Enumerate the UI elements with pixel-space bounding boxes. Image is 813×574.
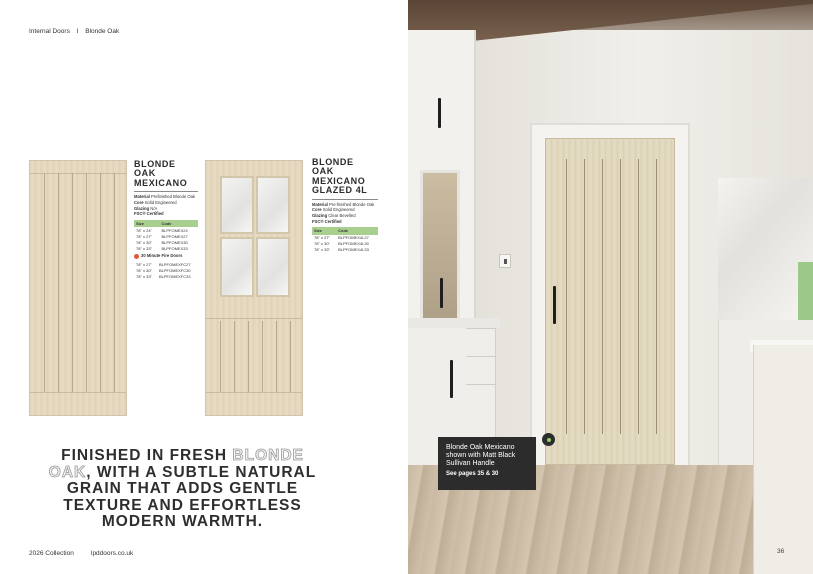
footer-collection: 2026 Collection [29,550,74,557]
spec-mexicano-glazed [312,158,378,253]
door-groove [602,159,603,434]
page-number: 36 [777,548,785,555]
size-code-table [134,220,198,251]
code-header: Code [159,220,198,227]
size-header: Size [134,220,159,227]
divider [312,199,378,200]
fire-size-code-table [134,262,198,280]
table-row: 78" x 30" BLPFOMEX4L30 [314,241,369,247]
code-header: Code [336,227,378,234]
hotspot-icon[interactable] [542,433,555,446]
size-code-table [312,227,378,252]
breadcrumb-page: Blonde Oak [85,28,120,35]
headline-text: FINISHED IN FRESH [61,447,233,464]
product-title: BLONDE OAK MEXICANO GLAZED 4L [312,157,368,196]
door-groove [620,159,621,434]
product-title: BLONDE OAK MEXICANO [134,159,188,188]
door-rail [30,392,126,393]
cabinet-handle [450,360,453,398]
green-vase [798,262,813,320]
door-groove [100,173,101,393]
fire-icon [134,254,139,259]
door-groove [220,321,221,393]
door-groove [276,321,277,393]
fire-door-label: 30 Minute Fire Doors [134,253,198,259]
table-row: 78" x 33" BLPFOMEXFC33 [136,274,191,280]
drawer [466,384,496,412]
spec-core: Core Solid Engineered [134,199,177,205]
door-groove [86,173,87,393]
breadcrumb-section[interactable]: Internal Doors [29,28,70,35]
door-groove [656,159,657,434]
table-row: 78" x 33" BLPFOMEX4L33 [314,247,369,253]
light-switch [499,254,511,268]
drawer [466,356,496,384]
caption-see-pages[interactable]: See pages 35 & 30 [446,471,499,477]
door-groove [290,321,291,393]
table-row: 78" x 27" BLPFOMEXFC27 [136,262,191,268]
spec-mexicano [134,160,198,280]
door-rail [206,392,302,393]
cabinet-handle [440,278,443,308]
spec-material: Material Pre-finished Blonde Oak [312,201,375,207]
spec-material: Material Prefinished Blonde Oak [134,194,195,200]
door-groove [262,321,263,393]
countertop [408,318,500,328]
glass-pane [256,237,290,297]
photo-caption [438,437,536,490]
spec-core: Core Solid Engineered [312,207,355,213]
door-groove [44,173,45,393]
door-groove [58,173,59,393]
headline [40,448,325,531]
door-groove [566,159,567,434]
mexicano-glazed-door-image [205,160,303,416]
lifestyle-photo [408,0,813,574]
table-row: 78" x 27" BLPFOMEX27 [136,233,188,239]
door-groove [114,173,115,393]
door-groove [638,159,639,434]
door-handle [553,286,556,324]
door-groove [584,159,585,434]
mexicano-door-photo [545,138,675,465]
headline-text: , WITH A SUBTLE NATURAL GRAIN THAT ADDS GENTLE TEXTURE AND EFFORTLESS MODERN WARMTH. [63,463,317,530]
door-groove [72,173,73,393]
footer-website-link[interactable]: lpddoors.co.uk [91,550,134,557]
drawer [466,328,496,356]
cabinet-handle [438,98,441,128]
spec-cert: FSC® Certified [134,211,164,217]
spec-glazing: Glazing Clear Bevelled [312,213,356,219]
table-row: 78" x 24" BLPFOMEX24 [136,227,188,233]
tall-cabinet [408,30,476,330]
spec-glazing: Glazing N/A [134,205,158,211]
size-header: Size [312,227,336,234]
door-rail [206,318,302,319]
kitchen-island [753,345,813,574]
door-groove [248,321,249,393]
glass-pane [256,176,290,234]
breadcrumb-separator: I [76,28,79,35]
glass-pane [220,176,254,234]
glass-pane [220,237,254,297]
table-row: 78" x 27" BLPFOMEX4L27 [314,235,369,241]
table-row: 78" x 30" BLPFOMEX30 [136,239,188,245]
mexicano-door-image [29,160,127,416]
table-row: 78" x 30" BLPFOMEXFC30 [136,268,191,274]
table-row: 78" x 33" BLPFOMEX33 [136,245,188,251]
door-groove [234,321,235,393]
breadcrumb [29,28,124,35]
caption-title: Blonde Oak Mexicano shown with Matt Black Sullivan Handle [446,444,516,467]
spec-cert: FSC® Certified [312,218,342,224]
divider [134,191,198,192]
headline-accent: BLONDE OAK [48,447,304,481]
